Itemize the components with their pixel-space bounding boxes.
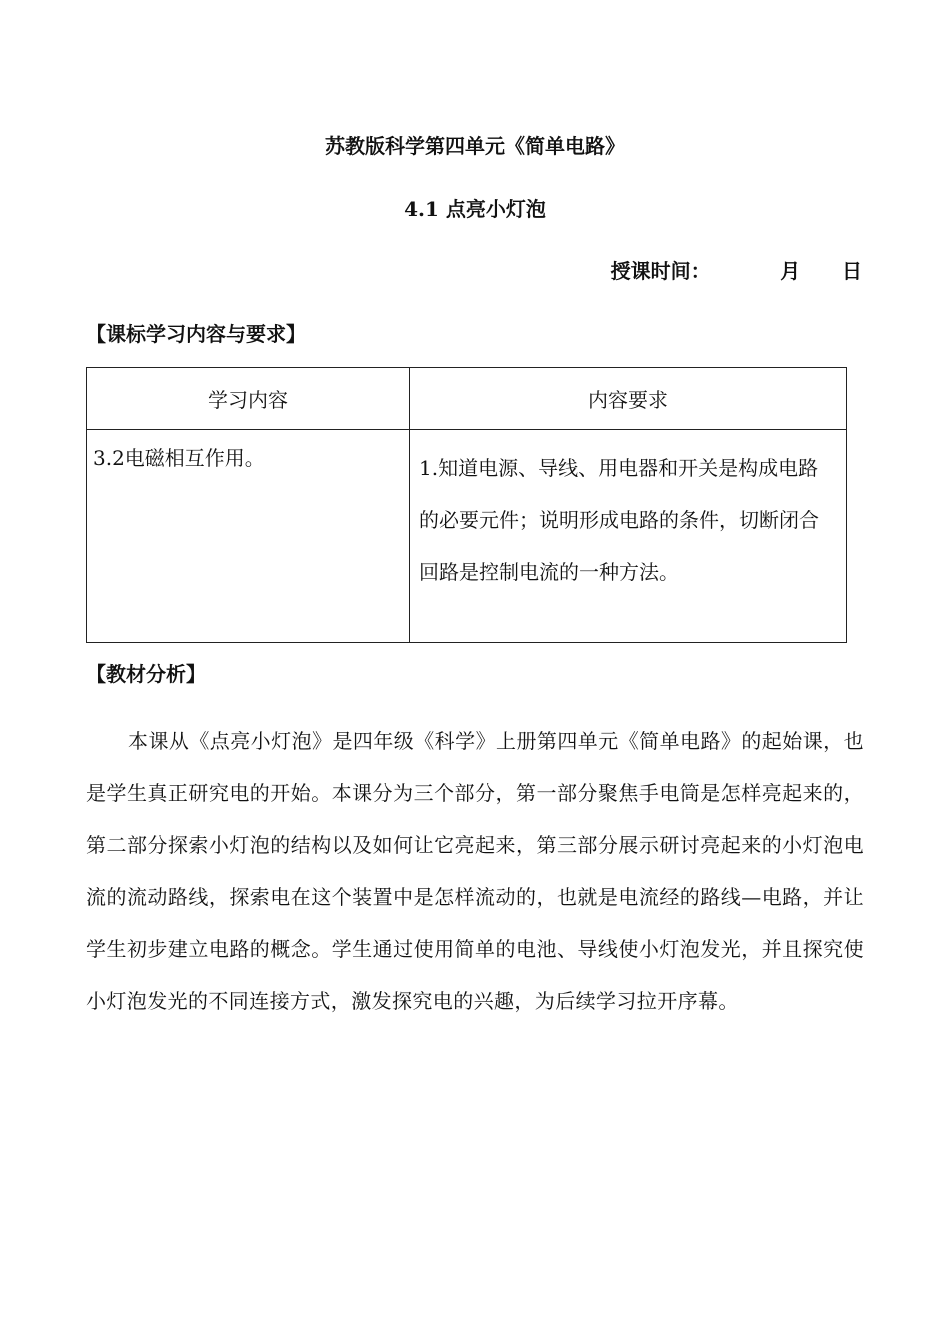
standards-table: [86, 367, 847, 643]
day-label: 日: [842, 259, 862, 283]
table-cell-content: 3.2电磁相互作用。: [87, 430, 410, 643]
class-time-line: [611, 255, 862, 284]
analysis-paragraph: 本课从《点亮小灯泡》是四年级《科学》上册第四单元《简单电路》的起始课，也是学生真正研究电的开始。本课分为三个部分，第一部分聚焦手电筒是怎样亮起来的，第二部分探索小灯泡的结构以及如何让它亮起来，第三部分展示研讨亮起来的小灯泡电流的流动路线，探索电在这个装置中是怎样流动的，也就是电流经的路线—电路，并让学生初步建立电路的概念。学生通过使用简单的电池、导线使小灯泡发光，并且探究使小灯泡发光的不同连接方式，激发探究电的兴趣，为后续学习拉开序幕。: [86, 729, 864, 1013]
class-time-label: 授课时间：: [610, 259, 711, 283]
table-header-row: [87, 368, 847, 430]
table-row: [87, 430, 847, 643]
lesson-title: 4.1 点亮小灯泡: [404, 197, 546, 221]
unit-title: 苏教版科学第四单元《简单电路》: [325, 134, 625, 158]
standards-heading: 【课标学习内容与要求】: [86, 322, 306, 346]
month-label: 月: [780, 259, 801, 283]
analysis-heading: 【教材分析】: [86, 662, 206, 686]
table-header-cell: 学习内容: [87, 368, 410, 430]
table-cell-requirement: 1.知道电源、导线、用电器和开关是构成电路的必要元件；说明形成电路的条件，切断闭合回路是控制电流的一种方法。: [410, 430, 847, 643]
table-header-cell: 内容要求: [410, 368, 847, 430]
